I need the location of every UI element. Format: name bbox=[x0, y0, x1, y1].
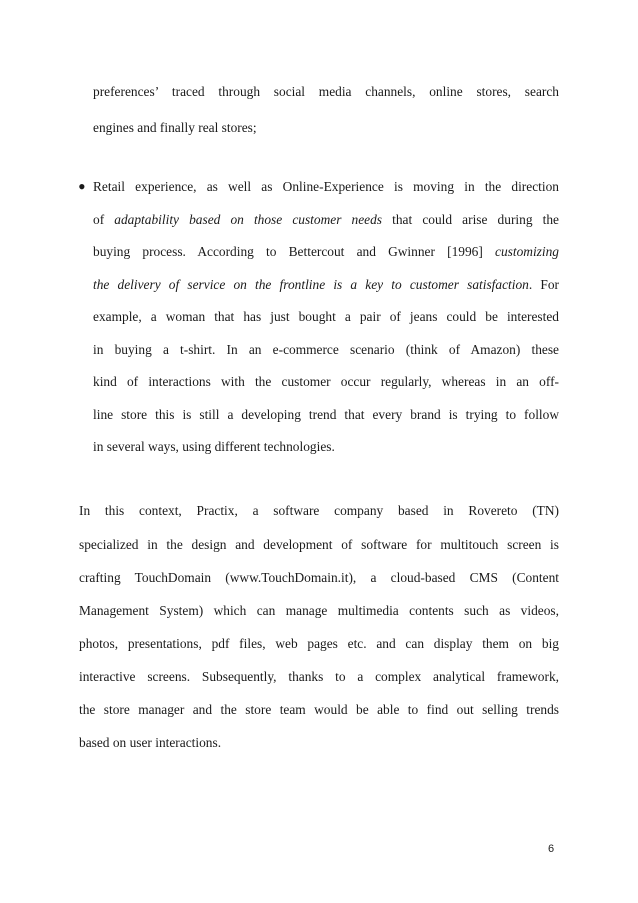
bullet-line-2-text-b: that could arise during the bbox=[382, 212, 559, 227]
bullet-line-2 bbox=[93, 211, 559, 229]
bullet-line-7: kind of interactions with the customer occur regularly, whereas in an off- bbox=[93, 374, 559, 389]
paragraph-line-2: specialized in the design and development of software for multitouch screen is bbox=[79, 537, 559, 552]
paragraph-line-4: Management System) which can manage multimedia contents such as videos, bbox=[79, 603, 559, 618]
continuation-line-2: engines and finally real stores; bbox=[93, 120, 257, 135]
bullet-line-5: example, a woman that has just bought a pair of jeans could be interested bbox=[93, 309, 559, 324]
continuation-line-1: preferences’ traced through social media channels, online stores, search bbox=[93, 84, 559, 99]
bullet-line-2-emphasis: adaptability based on those customer needs bbox=[114, 212, 383, 227]
bullet-line-3-emphasis: customizing bbox=[495, 244, 559, 259]
bullet-line-3 bbox=[93, 243, 559, 261]
bullet-line-1: Retail experience, as well as Online-Experience is moving in the direction bbox=[93, 179, 559, 194]
bullet-line-4-emphasis: the delivery of service on the frontline is a key to customer satisfaction bbox=[93, 277, 529, 292]
bullet-line-4 bbox=[93, 276, 559, 294]
paragraph-line-8: based on user interactions. bbox=[79, 735, 222, 750]
bullet-line-2-text-a: of bbox=[93, 212, 115, 227]
paragraph-line-3: crafting TouchDomain (www.TouchDomain.it), a cloud-based CMS (Content bbox=[79, 570, 559, 585]
bullet-line-4-text: . For bbox=[528, 277, 559, 292]
paragraph-line-7: the store manager and the store team would be able to find out selling trends bbox=[79, 702, 559, 717]
paragraph-line-5: photos, presentations, pdf files, web pages etc. and can display them on big bbox=[79, 636, 559, 651]
bullet-line-3-text: buying process. According to Bettercout and Gwinner [1996] bbox=[93, 244, 496, 259]
bullet-line-6: in buying a t-shirt. In an e-commerce scenario (think of Amazon) these bbox=[93, 342, 559, 357]
paragraph-line-6: interactive screens. Subsequently, thanks to a complex analytical framework, bbox=[79, 669, 559, 684]
bullet-marker: • bbox=[78, 174, 86, 199]
paragraph-line-1: In this context, Practix, a software company based in Rovereto (TN) bbox=[79, 503, 559, 518]
page-number: 6 bbox=[548, 843, 555, 855]
bullet-line-8: line store this is still a developing trend that every brand is trying to follow bbox=[93, 407, 559, 422]
bullet-line-9: in several ways, using different technologies. bbox=[93, 439, 335, 454]
